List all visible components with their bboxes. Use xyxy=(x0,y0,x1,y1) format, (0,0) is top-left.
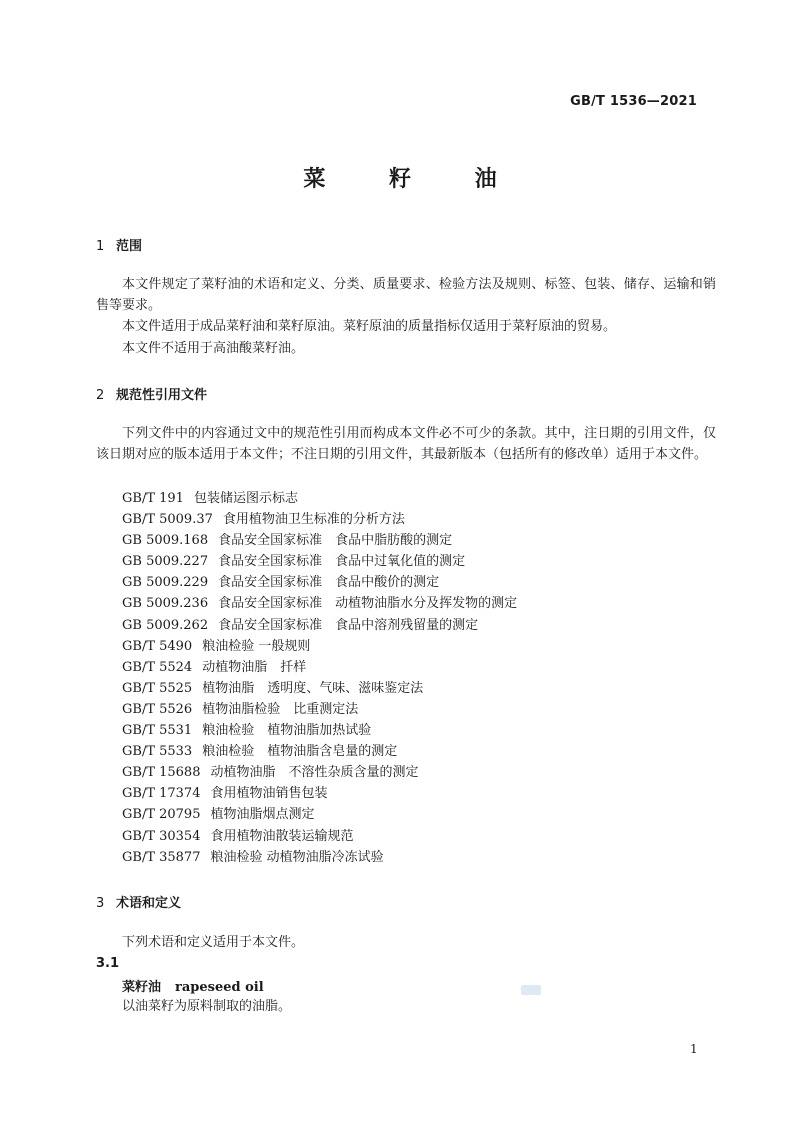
reference-item xyxy=(122,826,517,847)
reference-item xyxy=(122,551,517,572)
term-entry xyxy=(122,976,264,995)
reference-item xyxy=(122,741,517,762)
reference-title: 动植物油脂 扦样 xyxy=(202,659,307,675)
reference-item xyxy=(122,678,517,699)
reference-code: GB/T 15688 xyxy=(122,765,201,781)
reference-code: GB 5009.262 xyxy=(122,617,209,633)
reference-item xyxy=(122,720,517,741)
section-1-paragraph-2: 本文件适用于成品菜籽油和菜籽原油。菜籽原油的质量指标仅适用于菜籽原油的贸易。 xyxy=(122,319,617,334)
section-1-paragraph-1: 本文件规定了菜籽油的术语和定义、分类、质量要求、检验方法及规则、标签、包装、储存、运输和销售等要求。 xyxy=(96,277,716,313)
reference-title: 食品安全国家标准 动植物油脂水分及挥发物的测定 xyxy=(218,596,518,612)
reference-code: GB 5009.168 xyxy=(122,533,209,549)
reference-title: 植物油脂 透明度、气味、滋味鉴定法 xyxy=(202,680,424,696)
reference-title: 食品安全国家标准 食品中酸价的测定 xyxy=(218,575,440,591)
reference-item xyxy=(122,509,517,530)
reference-title: 包装储运图示标志 xyxy=(193,491,298,506)
section-number: 3 xyxy=(96,896,105,911)
reference-item xyxy=(122,783,517,804)
section-title: 规范性引用文件 xyxy=(116,388,208,403)
watermark-logo xyxy=(521,985,541,995)
reference-code: GB/T 5009.37 xyxy=(122,512,213,528)
reference-code: GB/T 17374 xyxy=(122,786,201,802)
term-english: rapeseed oil xyxy=(175,980,264,995)
reference-title: 食用植物油销售包装 xyxy=(210,786,328,802)
reference-item xyxy=(122,657,517,678)
reference-title: 粮油检验 动植物油脂冷冻试验 xyxy=(210,849,384,865)
reference-item xyxy=(122,530,517,551)
doc-code: GB/T 1536—2021 xyxy=(570,94,697,109)
reference-code: GB 5009.227 xyxy=(122,554,209,570)
reference-code: GB/T 5525 xyxy=(122,680,193,696)
reference-item xyxy=(122,699,517,720)
reference-title: 粮油检验 一般规则 xyxy=(202,638,311,654)
reference-item xyxy=(122,615,517,636)
term-definition: 以油菜籽为原料制取的油脂。 xyxy=(122,999,292,1014)
reference-item xyxy=(122,636,517,657)
reference-item xyxy=(122,488,517,509)
section-2-heading xyxy=(96,384,207,403)
reference-item xyxy=(122,572,517,593)
term-chinese: 菜籽油 xyxy=(122,980,162,995)
reference-code: GB/T 5524 xyxy=(122,659,193,675)
reference-list xyxy=(122,488,517,868)
reference-title: 粮油检验 植物油脂加热试验 xyxy=(202,723,372,739)
reference-code: GB 5009.229 xyxy=(122,575,209,591)
reference-code: GB 5009.236 xyxy=(122,596,209,612)
reference-item xyxy=(122,762,517,783)
reference-code: GB/T 5531 xyxy=(122,723,193,739)
reference-title: 植物油脂烟点测定 xyxy=(210,807,315,823)
reference-title: 食品安全国家标准 食品中脂肪酸的测定 xyxy=(218,533,453,549)
reference-code: GB/T 5526 xyxy=(122,701,193,717)
reference-item xyxy=(122,804,517,825)
section-1-heading xyxy=(96,235,142,254)
section-number: 2 xyxy=(96,388,105,403)
reference-item xyxy=(122,847,517,868)
reference-code: GB/T 35877 xyxy=(122,849,201,865)
reference-title: 食用植物油散装运输规范 xyxy=(210,828,354,844)
reference-title: 动植物油脂 不溶性杂质含量的测定 xyxy=(210,765,419,781)
subsection-number: 3.1 xyxy=(96,956,120,971)
reference-title: 粮油检验 植物油脂含皂量的测定 xyxy=(202,744,398,760)
reference-item xyxy=(122,593,517,614)
section-2-intro: 下列文件中的内容通过文中的规范性引用而构成本文件必不可少的条款。其中，注日期的引用文件，仅该日期对应的版本适用于本文件；不注日期的引用文件，其最新版本（包括所有的修改单）适用于本文件。 xyxy=(96,426,716,462)
section-3-intro: 下列术语和定义适用于本文件。 xyxy=(122,935,305,950)
reference-code: GB/T 191 xyxy=(122,491,184,506)
section-3-heading xyxy=(96,892,181,911)
page-number: 1 xyxy=(690,1042,698,1056)
page-title: 菜 籽 油 xyxy=(303,167,525,192)
section-number: 1 xyxy=(96,239,105,254)
reference-code: GB/T 20795 xyxy=(122,807,201,823)
section-title: 范围 xyxy=(116,239,143,254)
reference-code: GB/T 5490 xyxy=(122,638,193,654)
section-title: 术语和定义 xyxy=(116,896,182,911)
reference-title: 植物油脂检验 比重测定法 xyxy=(202,701,359,717)
reference-code: GB/T 5533 xyxy=(122,744,193,760)
reference-title: 食品安全国家标准 食品中溶剂残留量的测定 xyxy=(218,617,479,633)
reference-code: GB/T 30354 xyxy=(122,828,201,844)
reference-title: 食品安全国家标准 食品中过氧化值的测定 xyxy=(218,554,466,570)
section-1-paragraph-3: 本文件不适用于高油酸菜籽油。 xyxy=(122,341,305,356)
reference-title: 食用植物油卫生标准的分析方法 xyxy=(222,512,405,528)
